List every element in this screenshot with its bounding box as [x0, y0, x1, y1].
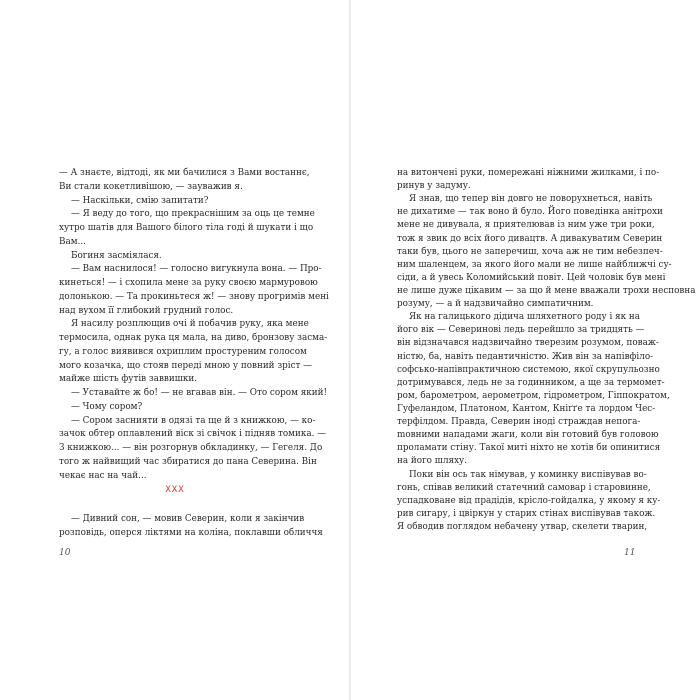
right-text-line: ринув у задуму. — [397, 181, 471, 192]
left-text-line: термосила, однак рука ця мала, на диво, бронзову засма- — [59, 333, 328, 343]
left-text-line: над вухом її глибокий грудний голос. — [59, 305, 234, 316]
left-text-line: кинеться! — і схопила мене за руку своєю мармуровою — [59, 278, 318, 288]
left-text-line: чекає нас на чай... — [59, 470, 147, 481]
left-text-line: — Дивний сон, — мовив Северин, коли я закінчив — [71, 514, 305, 525]
left-text-line: того ж найвищий час збиратися до пана Северина. Він — [59, 456, 317, 467]
right-text-line: мене не дивувала, я приятелював із ним уже три роки, — [397, 220, 655, 231]
book-gutter — [349, 0, 351, 700]
right-text-line: на його шляху. — [397, 456, 468, 467]
right-text-line: mовними нападами жаги, коли він готовий був головою — [397, 430, 659, 441]
left-text-line: Ви стали кокетливішою, — зауважив я. — [59, 181, 243, 192]
left-text-line: розповідь, оперся ліктями на коліна, поклавши обличчя — [59, 528, 323, 538]
right-text-line: дотримувався, ледь не за годинником, а ще за термомет- — [397, 377, 665, 388]
right-text-line: його вік — Северинові ледь перейшло за тридцять — — [397, 325, 645, 336]
right-text-line: Я знав, що тепер він довго не поворухнеться, навіть — [409, 194, 653, 205]
left-text-line: гу, а голос виявився охриплим простуреним голосом — [59, 346, 307, 357]
left-text-line: Богиня засміялася. — [71, 250, 162, 261]
right-text-line: Поки він ось так німував, у коминку виспівував во- — [409, 469, 647, 480]
left-text-line: — Вам наснилося! — голосно вигукнула вона. — Про- — [71, 264, 322, 275]
left-text-line: мого козачка, що стояв переді мною у повний зріст — — [59, 360, 312, 371]
right-text-line: гонь, співав великий статечний самовар і старовинне, — [397, 482, 651, 493]
right-text-line: не лише дуже цікавим — за що й мене вважали трохи несповна — [397, 286, 696, 296]
left-text-line: майже шість футів заввишки. — [59, 374, 198, 385]
right-text-line: ністю, ба, навіть педантичністю. Жив він за напівфіло- — [397, 351, 654, 362]
right-text-line: рив сигару, і цвіркун у старих стінах виспівував також. — [397, 508, 656, 519]
right-text-line: тож я звик до всіх його дивацтв. А дивакуватим Северин — [397, 233, 663, 244]
left-text-line: зачок обтер оплавлений віск зі свічок і підняв томика. — — [59, 429, 327, 440]
left-text-line: — Уставайте ж бо! — не вгавав він. — Ото сором який! — [71, 388, 328, 398]
right-text-line: на витончені руки, помережані ніжними жилками, і по- — [397, 168, 660, 178]
left-text-line: — Чому сором? — [71, 401, 143, 412]
right-text-line: ром, барометром, аерометром, гідрометром, Гіппократом, — [397, 390, 670, 401]
right-text-line: терфілдом. Правда, Северин іноді страждав непога- — [397, 417, 641, 428]
left-text-line: — Я веду до того, що прекраснішим за оць це темне — [71, 209, 315, 220]
page-number-right: 11 — [624, 548, 636, 558]
right-text-line: таки був, цього не заперечиш, хоча аж не тим небезпеч- — [397, 246, 663, 257]
right-text-line: розуму, — а й надзвичайно симпатичним. — [397, 299, 594, 310]
right-text-line: софсько-напівпрактичною системою, якої скрупульозно — [397, 364, 660, 375]
right-text-line: проламати стіну. Такої миті ніхто не хотів би опинитися — [397, 443, 661, 454]
left-text-line: — Наскільки, смію запитати? — [71, 195, 209, 206]
left-text-line: хутро шатів для Вашого білого тіла годі й шукати і що — [59, 223, 314, 233]
left-text-line: — А знаєте, відтоді, як ми бачилися з Вами востаннє, — [59, 168, 310, 178]
right-text-line: Гуфеландом, Платоном, Кантом, Кніґґе та лордом Чес- — [397, 404, 656, 414]
left-text-line: З книжкою... — він розгорнув обкладинку, — Гегеля. До — [59, 443, 323, 453]
page-number-left: 10 — [59, 548, 71, 558]
section-break-ornament: XXX — [165, 484, 185, 495]
right-text-line: ним шаленцем, за якого його мали не лише найближчі су- — [397, 259, 672, 270]
right-text-line: він відзначався надзвичайно тверезим розумом, поваж- — [397, 338, 659, 349]
right-text-line: успадковане від прадідів, крісло-гойдалка, у якому я ку- — [397, 495, 661, 506]
right-text-line: Я обводив поглядом небачену утвар, скелети тварин, — [397, 522, 648, 532]
right-text-line: сіди, а й увесь Коломийський повіт. Цей чоловік був мені — [397, 272, 666, 283]
left-text-line: — Сором заснияти в одязі та ще й з книжкою, — ко- — [71, 415, 316, 426]
left-text-line: Я насилу розплющив очі й побачив руку, яка мене — [71, 319, 309, 330]
right-text-line: Як на галицького дідича шляхетного роду і як на — [409, 312, 641, 323]
right-text-line: не дихатиме — так воно й було. Його поведінка анітрохи — [397, 207, 663, 218]
left-text-line: долонькою. — Та прокиньтеся ж! — знову прогримів мені — [59, 291, 329, 302]
left-text-line: Вам... — [59, 236, 86, 247]
